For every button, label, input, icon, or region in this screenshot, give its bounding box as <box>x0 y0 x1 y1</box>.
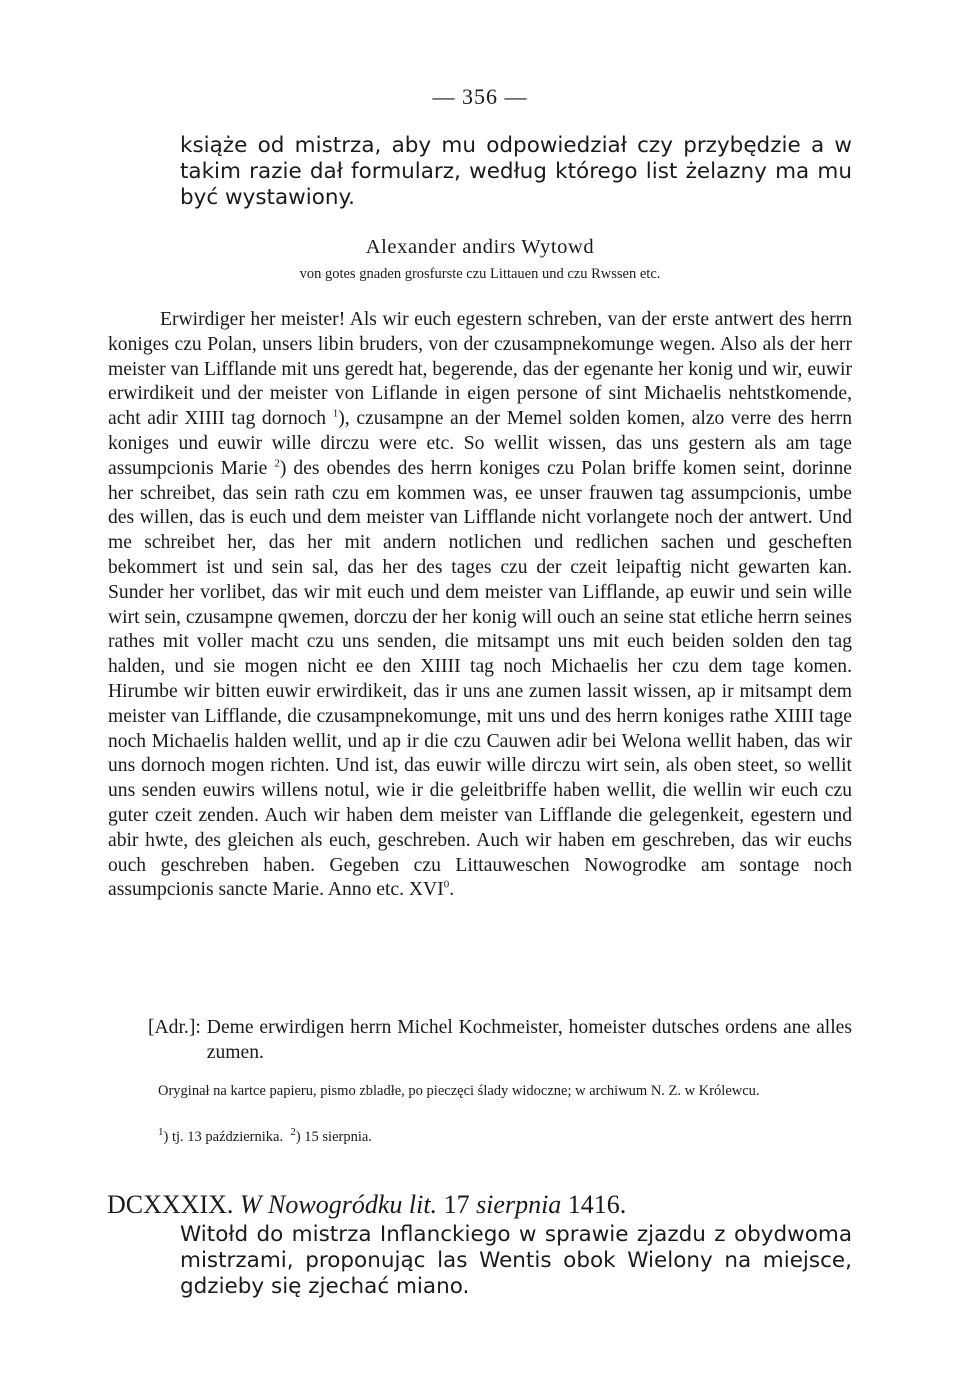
footnote-marker-1: 1 <box>332 407 339 420</box>
address-text: Deme erwirdigen herrn Michel Kochmeister, homeister dutsches ordens ane alles zumen. <box>206 1017 852 1063</box>
next-document-heading <box>107 1190 867 1220</box>
letter-body <box>108 308 852 903</box>
document-month: sierpnia <box>476 1190 562 1219</box>
footnotes <box>158 1127 372 1148</box>
footnote-1-text: ) tj. 13 października. <box>163 1129 284 1145</box>
letter-paragraph <box>108 308 852 903</box>
letter-text-part-2: ), czusampne an der Memel solden komen, alzo verre des herrn koniges und euwir wille dirczu were etc. So wellit wissen, das uns gestern als am tage assumpcionis Marie <box>108 408 852 479</box>
summary-continuation: książe od mistrza, aby mu odpowiedział czy przybędzie a w takim razie dał formularz, według którego list żelazny ma mu być wystawiony. <box>180 133 852 210</box>
document-day: 17 <box>443 1190 470 1219</box>
footnote-1-mark: 1 <box>158 1126 164 1139</box>
address-block <box>148 1016 852 1066</box>
document-year: 1416. <box>567 1190 627 1219</box>
archival-note-text: Oryginał na kartce papieru, pismo zbladłe, po pieczęci ślady widoczne; w archiwum N. Z. w Królewcu. <box>158 1083 760 1099</box>
year-superscript: 0 <box>443 878 450 891</box>
document-place-suffix: lit. <box>408 1190 438 1219</box>
address-label: [Adr.]: <box>148 1017 201 1038</box>
sender-name: Alexander andirs Wytowd <box>365 236 595 258</box>
page-number: — 356 — <box>432 84 528 109</box>
footnote-2-text: ) 15 sierpnia. <box>295 1129 372 1145</box>
footnote-2-mark: 2 <box>290 1126 296 1139</box>
sender-title: von gotes gnaden grosfurste czu Littauen und czu Rwssen etc. <box>299 266 661 282</box>
next-document-summary: Witołd do mistrza Inflanckiego w sprawie zjazdu z obydwoma mistrzami, proponując las Wentis obok Wielony na miejsce, gdzieby się zjechać miano. <box>180 1222 852 1299</box>
document-place: W Nowogródku <box>239 1190 403 1219</box>
document-number: DCXXXIX. <box>107 1190 234 1219</box>
footnote-marker-2: 2 <box>274 457 280 470</box>
letter-text-part-3: ) des obendes des herrn koniges czu Polan briffe komen seint, dorinne her schreibet, das sein rath czu em kommen was, ee unser frauwen tag assumpcionis, umbe des willen, das is euch und dem meister van Lifflande nicht vorlangete noch der antwert. Und me schreibet her, das her mit andern notlichen und redlichen sachen und gescheften bekommert ist und sein sal, das her des tages czu der czeit leipaftig nicht gewarten kan. Sunder her vorlibet, das wir mit euch und dem meister van Lifflande, ap euwir und sein wille wirt sein, czusampne qwemen, dorczu der her konig will ouch an seine stat etliche herrn seines rathes mit voller macht czu uns senden, die mitsampt uns mit euch beiden solden den tag halden, und sie mogen nicht ee den XIIII tag noch Michaelis her czu dem tage komen. Hirumbe wir bitten euwir erwirdikeit, das ir uns ane zumen lassit wissen, ap ir mitsampt dem meister van Lifflande, die czusampnekomunge, mit uns und des herrn koniges rathe XIIII tage noch Michaelis halden wellit, und ap ir die czu Cauwen adir bei Welona wellit haben, das wir uns dornoch mogen richten. Und ist, das euwir wille dirczu wirt sein, als oben steet, so wellit uns senden euwirs willens notul, wie ir die geleitbriffe haben wellit, die wellin wir euch czu guter czeit zenden. Auch wir haben dem meister van Lifflande die gelegenkeit, egestern und abir hwte, des gleichen als euch, geschreben. Auch wir haben em geschreben, das wir euchs ouch geschreben haben. Gegeben czu Littauweschen Nowogrodke am sontage noch assumpcionis sancte Marie. Anno etc. XVI <box>108 457 852 901</box>
archival-note <box>108 1081 852 1102</box>
year-end: . <box>449 879 455 901</box>
letter-text-part-1: Erwirdiger her meister! Als wir euch egestern schreben, van der erste antwert des herrn koniges czu Polan, unsers libin bruders, von der czusampnekomunge wegen. Also als der herr meister van Lifflande mit uns geredt hat, begerende, das der egenante her konig und wir, euwir erwirdikeit und der meister von Liflande in eigen persone of sint Michaelis nehtstkomende, acht adir XIIII tag dornoch <box>108 309 852 430</box>
